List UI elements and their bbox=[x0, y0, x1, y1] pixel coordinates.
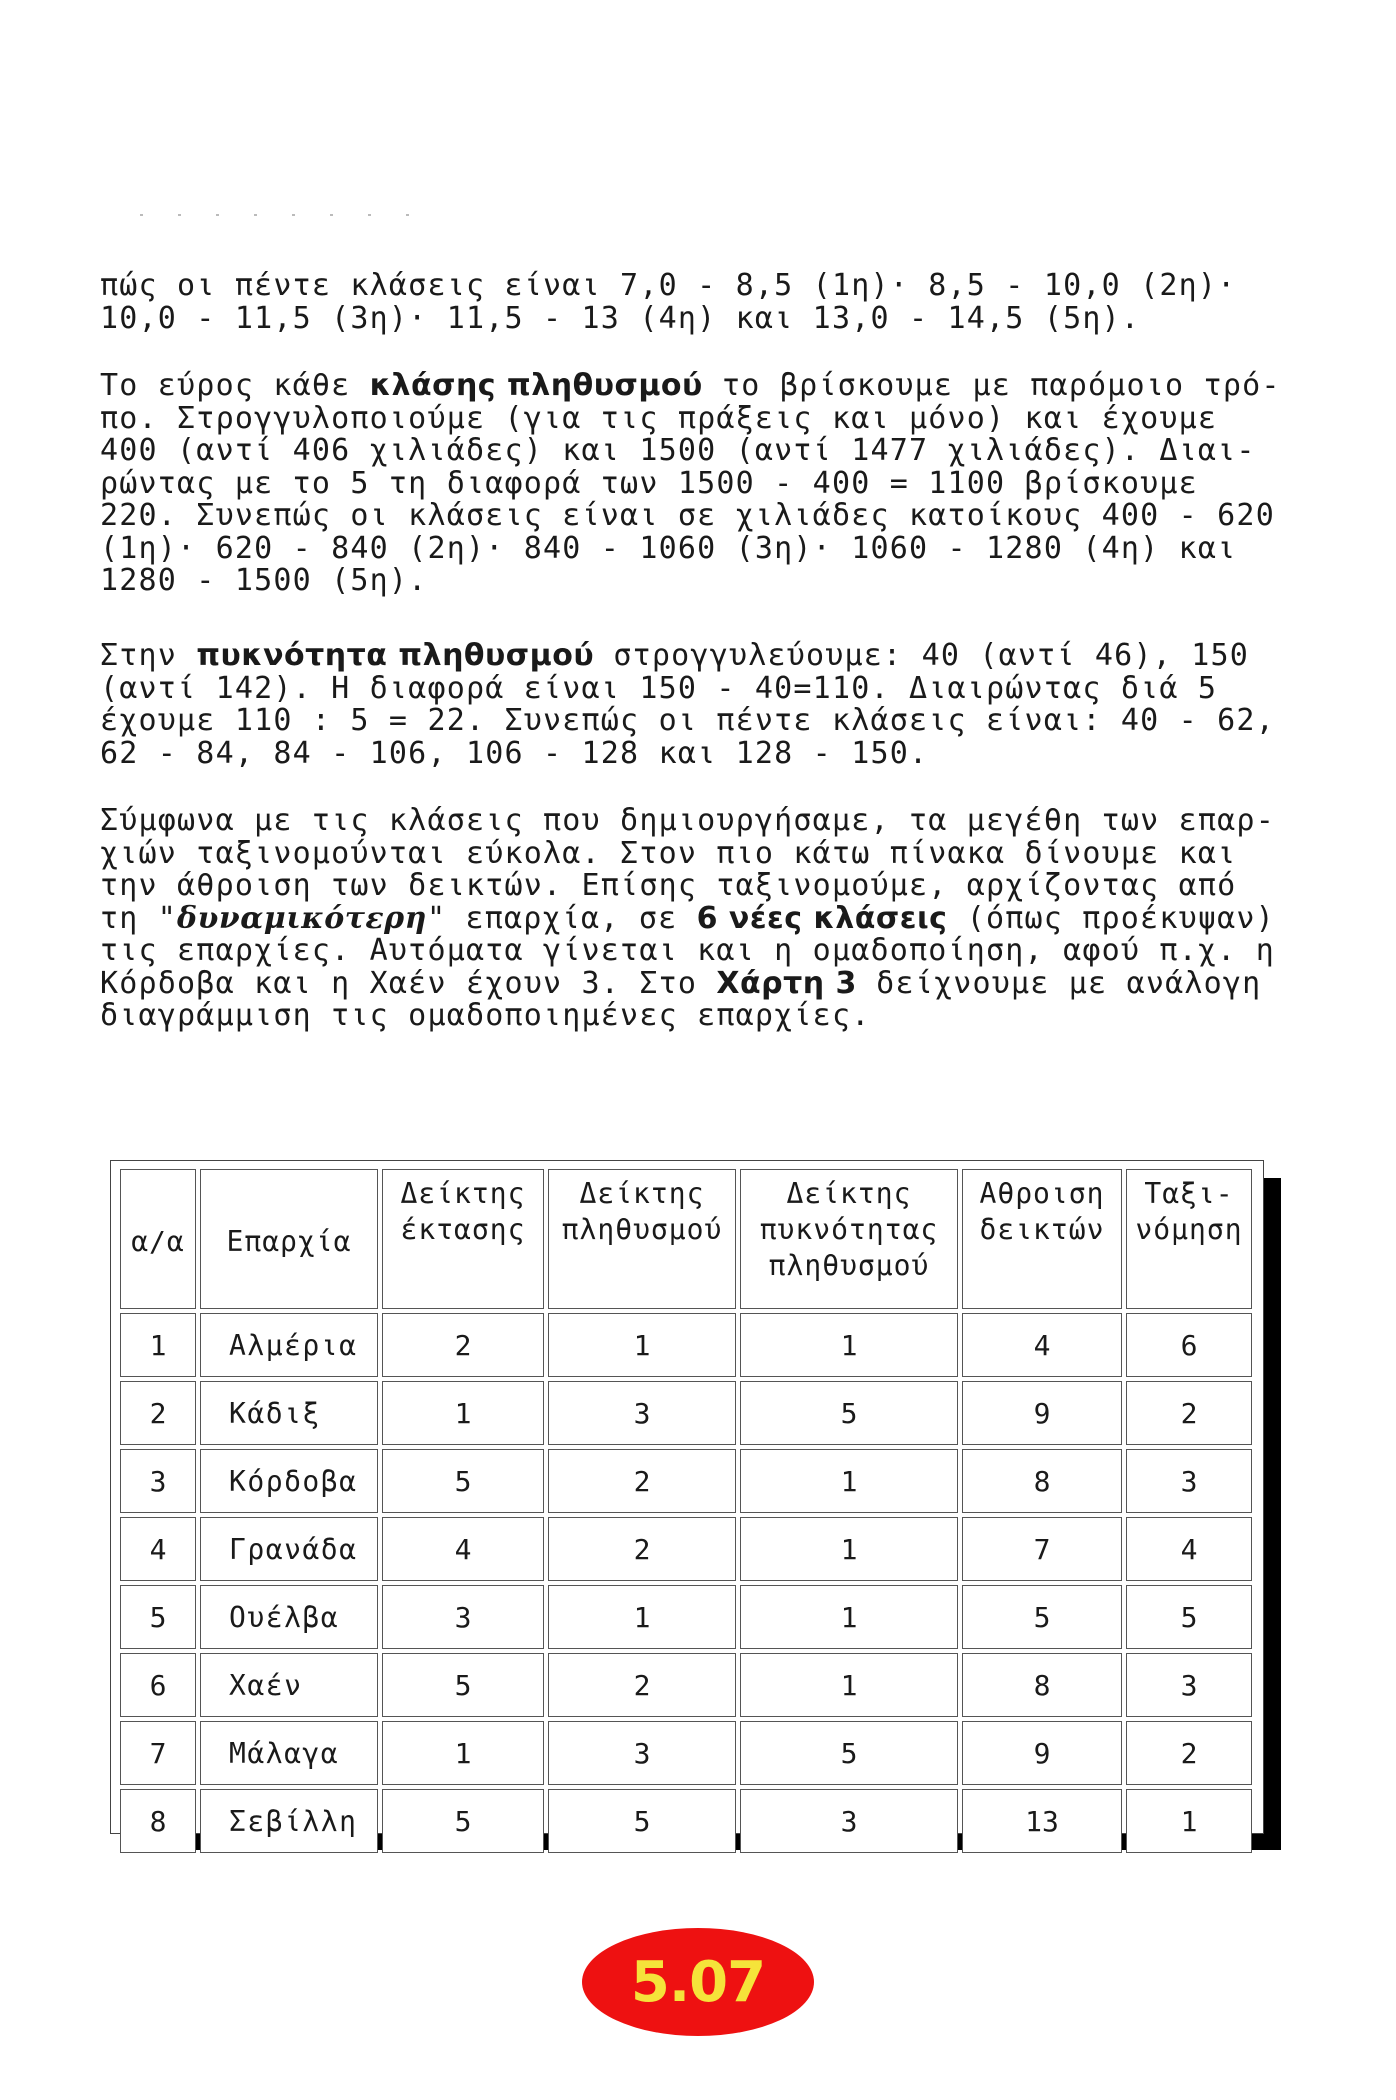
cell-population-index: 1 bbox=[548, 1585, 736, 1649]
text-line: πώς οι πέντε κλάσεις είναι 7,0 - 8,5 (1η)· 8,5 - 10,0 (2η)· bbox=[100, 268, 1237, 303]
text-run: " επαρχία, σε bbox=[426, 900, 697, 936]
cell-index-sum: 5 bbox=[962, 1585, 1122, 1649]
emphasis-most-dynamic: δυναμικότερη bbox=[177, 900, 427, 936]
cell-density-index: 1 bbox=[740, 1517, 958, 1581]
cell-density-index: 1 bbox=[740, 1449, 958, 1513]
cell-province: Ουέλβα bbox=[200, 1585, 378, 1649]
header-line: έκτασης bbox=[400, 1213, 526, 1246]
emphasis-map-reference: Χάρτη 3 bbox=[716, 965, 857, 1001]
cell-index-sum: 7 bbox=[962, 1517, 1122, 1581]
header-line: Δείκτης bbox=[786, 1177, 912, 1210]
text-run: Κόρδοβα και η Χαέν έχουν 3. Στο bbox=[100, 965, 717, 1001]
cell-index-sum: 4 bbox=[962, 1313, 1122, 1377]
text-run: τη " bbox=[100, 900, 178, 936]
header-line: πυκνότητας bbox=[759, 1213, 939, 1246]
cell-population-index: 3 bbox=[548, 1721, 736, 1785]
header-line: Δείκτης bbox=[400, 1177, 526, 1210]
text-run: στρογγυλεύουμε: 40 (αντί 46), 150 bbox=[594, 638, 1250, 673]
text-line: Σύμφωνα με τις κλάσεις που δημιουργήσαμε, τα μεγέθη των επαρ- bbox=[100, 803, 1275, 838]
cell-density-index: 3 bbox=[740, 1789, 958, 1853]
cell-population-index: 2 bbox=[548, 1449, 736, 1513]
cell-extent-index: 5 bbox=[382, 1449, 544, 1513]
text-line: την άθροιση των δεικτών. Επίσης ταξινομούμε, αρχίζοντας από bbox=[100, 868, 1237, 903]
header-index-sum bbox=[962, 1169, 1122, 1309]
header-line: Αθροιση bbox=[979, 1177, 1105, 1210]
text-run: το βρίσκουμε με παρόμοιο τρό- bbox=[702, 368, 1281, 403]
table-row bbox=[120, 1789, 1252, 1853]
cell-index-sum: 9 bbox=[962, 1381, 1122, 1445]
table-row bbox=[120, 1313, 1252, 1377]
header-line: πληθυσμού bbox=[561, 1213, 723, 1246]
text-line: έχουμε 110 : 5 = 22. Συνεπώς οι πέντε κλάσεις είναι: 40 - 62, bbox=[100, 703, 1275, 738]
cell-aa: 5 bbox=[120, 1585, 196, 1649]
cell-density-index: 5 bbox=[740, 1381, 958, 1445]
cell-aa: 1 bbox=[120, 1313, 196, 1377]
cell-aa: 8 bbox=[120, 1789, 196, 1853]
header-population-index bbox=[548, 1169, 736, 1309]
header-line: Ταξι- bbox=[1144, 1177, 1234, 1210]
cell-population-index: 5 bbox=[548, 1789, 736, 1853]
cell-province: Μάλαγα bbox=[200, 1721, 378, 1785]
table-row bbox=[120, 1517, 1252, 1581]
cell-density-index: 1 bbox=[740, 1653, 958, 1717]
text-line: (1η)· 620 - 840 (2η)· 840 - 1060 (3η)· 1060 - 1280 (4η) και bbox=[100, 530, 1237, 566]
text-line bbox=[100, 370, 1310, 403]
text-line bbox=[100, 965, 1310, 1001]
header-line: Δείκτης bbox=[579, 1177, 705, 1210]
text-line: πο. Στρογγυλοποιούμε (για τις πράξεις και μόνο) και έχουμε bbox=[100, 400, 1218, 436]
text-line: 10,0 - 11,5 (3η)· 11,5 - 13 (4η) και 13,0 - 14,5 (5η). bbox=[100, 300, 1141, 336]
cell-index-sum: 13 bbox=[962, 1789, 1122, 1853]
cell-ranking: 3 bbox=[1126, 1449, 1252, 1513]
text-line bbox=[100, 640, 1310, 673]
text-line: διαγράμμιση τις ομαδοποιημένες επαρχίες. bbox=[100, 998, 871, 1033]
cell-extent-index: 2 bbox=[382, 1313, 544, 1377]
header-line: α/α bbox=[131, 1225, 185, 1258]
paragraph-population-classes bbox=[100, 370, 1310, 598]
paragraph-density-classes bbox=[100, 640, 1310, 770]
cell-province: Γρανάδα bbox=[200, 1517, 378, 1581]
text-line bbox=[100, 900, 1310, 936]
cell-ranking: 3 bbox=[1126, 1653, 1252, 1717]
header-line: πληθυσμού bbox=[768, 1249, 930, 1282]
cell-density-index: 5 bbox=[740, 1721, 958, 1785]
cell-extent-index: 5 bbox=[382, 1789, 544, 1853]
cell-province: Κόρδοβα bbox=[200, 1449, 378, 1513]
cell-ranking: 5 bbox=[1126, 1585, 1252, 1649]
text-line: χιών ταξινομούνται εύκολα. Στον πιο κάτω πίνακα δίνουμε και bbox=[100, 835, 1237, 871]
cell-aa: 7 bbox=[120, 1721, 196, 1785]
text-line: 400 (αντί 406 χιλιάδες) και 1500 (αντί 1477 χιλιάδες). Διαι- bbox=[100, 433, 1256, 468]
cell-ranking: 2 bbox=[1126, 1721, 1252, 1785]
cell-ranking: 2 bbox=[1126, 1381, 1252, 1445]
cell-population-index: 3 bbox=[548, 1381, 736, 1445]
text-run: δείχνουμε με ανάλογη bbox=[856, 965, 1262, 1001]
text-line: 220. Συνεπώς οι κλάσεις είναι σε χιλιάδες κατοίκους 400 - 620 bbox=[100, 498, 1275, 533]
cell-extent-index: 4 bbox=[382, 1517, 544, 1581]
page-number-badge bbox=[582, 1928, 814, 2036]
cell-ranking: 1 bbox=[1126, 1789, 1252, 1853]
cell-extent-index: 1 bbox=[382, 1721, 544, 1785]
table-row bbox=[120, 1381, 1252, 1445]
cell-province: Χαέν bbox=[200, 1653, 378, 1717]
text-line: τις επαρχίες. Αυτόματα γίνεται και η ομαδοποίηση, αφού π.χ. η bbox=[100, 933, 1275, 968]
cell-population-index: 1 bbox=[548, 1313, 736, 1377]
header-density-index bbox=[740, 1169, 958, 1309]
cell-province: Σεβίλλη bbox=[200, 1789, 378, 1853]
header-line: νόμηση bbox=[1135, 1213, 1243, 1246]
paragraph-classes-extent bbox=[100, 270, 1310, 335]
table-header-row bbox=[120, 1169, 1252, 1309]
header-ranking bbox=[1126, 1169, 1252, 1309]
cell-density-index: 1 bbox=[740, 1585, 958, 1649]
cell-aa: 4 bbox=[120, 1517, 196, 1581]
cell-extent-index: 1 bbox=[382, 1381, 544, 1445]
cell-population-index: 2 bbox=[548, 1653, 736, 1717]
emphasis-new-classes: 6 νέες κλάσεις bbox=[696, 900, 948, 936]
cell-aa: 2 bbox=[120, 1381, 196, 1445]
cell-province: Κάδιξ bbox=[200, 1381, 378, 1445]
header-extent-index bbox=[382, 1169, 544, 1309]
cell-ranking: 6 bbox=[1126, 1313, 1252, 1377]
header-province bbox=[200, 1169, 378, 1309]
cell-index-sum: 8 bbox=[962, 1653, 1122, 1717]
text-line: ρώντας με το 5 τη διαφορά των 1500 - 400 = 1100 βρίσκουμε bbox=[100, 465, 1198, 501]
table-row bbox=[120, 1653, 1252, 1717]
table-row bbox=[120, 1449, 1252, 1513]
text-line: 62 - 84, 84 - 106, 106 - 128 και 128 - 150. bbox=[100, 735, 929, 771]
text-line: (αντί 142). Η διαφορά είναι 150 - 40=110. Διαιρώντας διά 5 bbox=[100, 670, 1218, 706]
cell-aa: 6 bbox=[120, 1653, 196, 1717]
province-index-table bbox=[116, 1165, 1256, 1857]
emphasis-population-density: πυκνότητα πληθυσμού bbox=[196, 638, 595, 673]
page-number: 5.07 bbox=[630, 1949, 766, 2015]
text-run: Στην bbox=[100, 638, 197, 673]
text-line: 1280 - 1500 (5η). bbox=[100, 563, 428, 598]
cell-extent-index: 5 bbox=[382, 1653, 544, 1717]
scan-specks bbox=[140, 214, 440, 216]
cell-index-sum: 8 bbox=[962, 1449, 1122, 1513]
header-aa bbox=[120, 1169, 196, 1309]
cell-ranking: 4 bbox=[1126, 1517, 1252, 1581]
cell-index-sum: 9 bbox=[962, 1721, 1122, 1785]
cell-extent-index: 3 bbox=[382, 1585, 544, 1649]
table-body bbox=[120, 1313, 1252, 1853]
emphasis-population-class: κλάσης πληθυσμού bbox=[369, 368, 703, 403]
paragraph-ranking bbox=[100, 805, 1310, 1033]
text-run: Το εύρος κάθε bbox=[100, 368, 370, 403]
text-run: (όπως προέκυψαν) bbox=[947, 900, 1275, 936]
table-row bbox=[120, 1721, 1252, 1785]
cell-province: Αλμέρια bbox=[200, 1313, 378, 1377]
table-row bbox=[120, 1585, 1252, 1649]
cell-population-index: 2 bbox=[548, 1517, 736, 1581]
cell-density-index: 1 bbox=[740, 1313, 958, 1377]
cell-aa: 3 bbox=[120, 1449, 196, 1513]
header-line: Επαρχία bbox=[226, 1225, 352, 1258]
header-line: δεικτών bbox=[979, 1213, 1105, 1246]
